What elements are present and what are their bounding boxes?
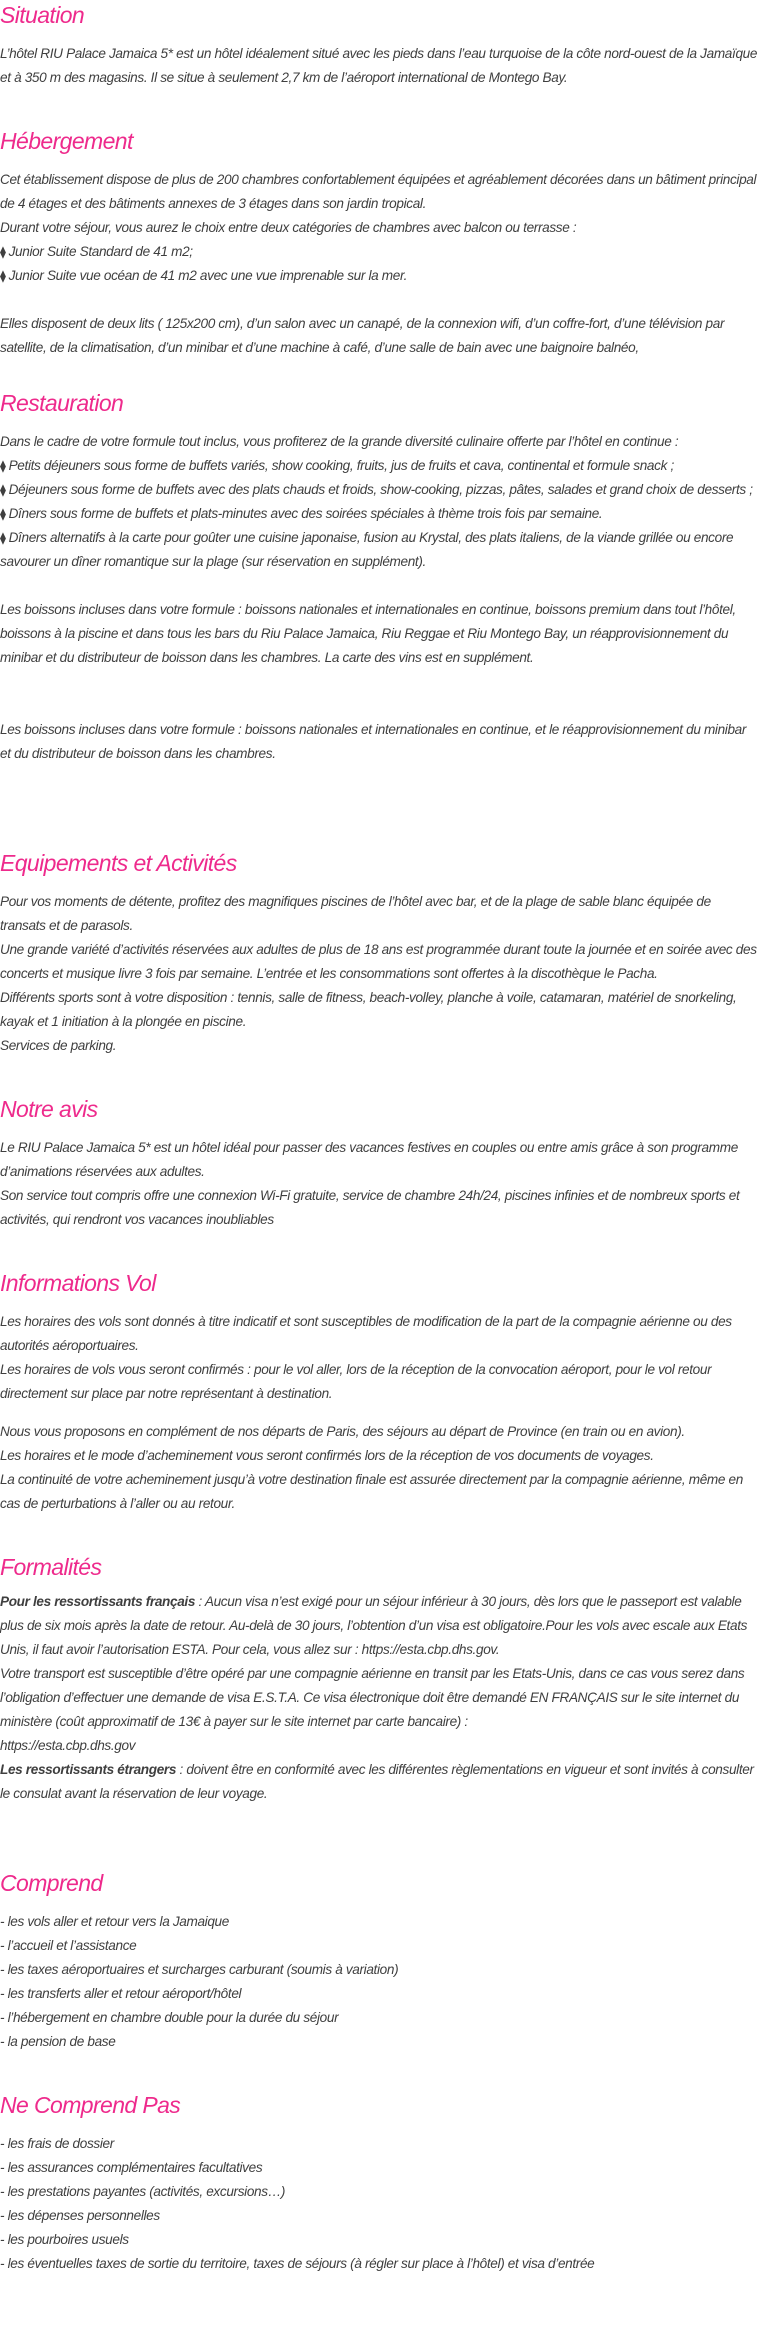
drinks-standard-text: Les boissons incluses dans votre formule : boissons nationales et internationales en continue, et le réapprovisionnement du minibar et du distributeur de boisson dans les chambres.: [0, 722, 747, 761]
included-item: - l’accueil et l’assistance: [0, 1938, 137, 1953]
section-title-equipements: Equipements et Activités: [0, 850, 237, 876]
excluded-item: - les dépenses personnelles: [0, 2208, 160, 2223]
equipements-parking: Services de parking.: [0, 1038, 117, 1053]
avis-text-2: Son service tout compris offre une connexion Wi-Fi gratuite, service de chambre 24h/24, piscines infinies et de nombreux sports et activités, qui rendront vos vacances inoubliables: [0, 1188, 740, 1227]
excluded-item: - les frais de dossier: [0, 2136, 114, 2151]
section-avis: [0, 1058, 758, 1232]
avis-text-1: Le RIU Palace Jamaica 5* est un hôtel idéal pour passer des vacances festives en couples ou entre amis grâce à son programme d’animations réservées aux adultes.: [0, 1140, 738, 1179]
section-title-comprend: Comprend: [0, 1870, 103, 1896]
dining-item: ⧫ Dîners alternatifs à la carte pour goûter une cuisine japonaise, fusion au Krystal, des plats italiens, de la viande grillée ou encore savourer un dîner romantique sur la plage (sur réservation en supplément).: [0, 530, 734, 569]
section-title-vol: Informations Vol: [0, 1270, 156, 1296]
section-title-formalites: Formalités: [0, 1554, 102, 1580]
restauration-intro: Dans le cadre de votre formule tout inclus, vous profiterez de la grande diversité culinaire offerte par l’hôtel en continue :: [0, 434, 679, 449]
section-formalites: [0, 1516, 758, 1806]
excluded-item: - les pourboires usuels: [0, 2232, 129, 2247]
foreign-nationals-label: Les ressortissants étrangers: [0, 1762, 177, 1777]
vol-confirmation-note: Les horaires de vols vous seront confirmés : pour le vol aller, lors de la réception de la convocation aéroport, pour le vol retour directement sur place par notre représentant à destination.: [0, 1362, 712, 1401]
excluded-item: - les éventuelles taxes de sortie du territoire, taxes de séjours (à régler sur place à l’hôtel) et visa d’entrée: [0, 2256, 595, 2271]
vol-continuity-note: La continuité de votre acheminement jusqu’à votre destination finale est assurée directement par la compagnie aérienne, même en cas de perturbations à l’aller ou au retour.: [0, 1472, 743, 1511]
diamond-bullet-icon: ⧫: [0, 245, 6, 259]
section-restauration: [0, 360, 758, 766]
section-title-hebergement: Hébergement: [0, 128, 133, 154]
equipements-sports: Différents sports sont à votre disposition : tennis, salle de fitness, beach-volley, planche à voile, catamaran, matériel de snorkeling, kayak et 1 initiation à la plongée en piscine.: [0, 990, 737, 1029]
diamond-bullet-icon: ⧫: [0, 269, 6, 283]
included-item: - l’hébergement en chambre double pour la durée du séjour: [0, 2010, 339, 2025]
equipements-pools: Pour vos moments de détente, profitez des magnifiques piscines de l’hôtel avec bar, et de la plage de sable blanc équipée de transats et de parasols.: [0, 894, 711, 933]
hebergement-intro: Cet établissement dispose de plus de 200 chambres confortablement équipées et agréablement décorées dans un bâtiment principal de 4 étages et des bâtiments annexes de 3 étages dans son jardin tropical.: [0, 172, 757, 211]
vol-routing-note: Les horaires et le mode d’acheminement vous seront confirmés lors de la réception de vos documents de voyages.: [0, 1448, 654, 1463]
dining-item: ⧫ Déjeuners sous forme de buffets avec des plats chauds et froids, show-cooking, pizzas, pâtes, salades et grand choix de desserts ;: [0, 482, 753, 497]
formalites-foreign: Les ressortissants étrangers : doivent être en conformité avec les différentes règlementations en vigueur et sont invités à consulter le consulat avant la réservation de leur voyage.: [0, 1762, 754, 1801]
formalites-transit: Votre transport est susceptible d’être opéré par une compagnie aérienne en transit par les Etats-Unis, dans ce cas vous serez dans l’obligation d’effectuer une demande de visa E.S.T.A. Ce visa électronique doit être demandé EN FRANÇAIS sur le site internet du ministère (coût approximatif de 13€ à payer sur le site internet par carte bancaire) :: [0, 1666, 745, 1729]
diamond-bullet-icon: ⧫: [0, 459, 6, 473]
equipements-activities: Une grande variété d’activités réservées aux adultes de plus de 18 ans est programmée durant toute la journée et en soirée avec des concerts et musique livre 3 fois par semaine. L’entrée et les consommations sont offertes à la discothèque le Pacha.: [0, 942, 757, 981]
section-hebergement: [0, 90, 758, 360]
vol-schedule-note: Les horaires des vols sont donnés à titre indicatif et sont susceptibles de modification de la part de la compagnie aérienne ou des autorités aéroportuaires.: [0, 1314, 732, 1353]
section-title-ne-comprend-pas: Ne Comprend Pas: [0, 2092, 181, 2118]
diamond-bullet-icon: ⧫: [0, 483, 6, 497]
room-type-item: ⧫ Junior Suite vue océan de 41 m2 avec une vue imprenable sur la mer.: [0, 268, 408, 283]
excluded-item: - les prestations payantes (activités, excursions…): [0, 2184, 286, 2199]
section-title-restauration: Restauration: [0, 390, 124, 416]
included-item: - les transferts aller et retour aéroport/hôtel: [0, 1986, 242, 2001]
excluded-item: - les assurances complémentaires facultatives: [0, 2160, 263, 2175]
vol-province-note: Nous vous proposons en complément de nos départs de Paris, des séjours au départ de Province (en train ou en avion).: [0, 1424, 685, 1439]
hebergement-choice: Durant votre séjour, vous aurez le choix entre deux catégories de chambres avec balcon ou terrasse :: [0, 220, 577, 235]
room-type-item: ⧫ Junior Suite Standard de 41 m2;: [0, 244, 193, 259]
french-nationals-label: Pour les ressortissants français: [0, 1594, 196, 1609]
section-ne-comprend-pas: [0, 2054, 758, 2276]
section-title-situation: Situation: [0, 2, 85, 28]
drinks-premium-text: Les boissons incluses dans votre formule : boissons nationales et internationales en continue, boissons premium dans tout l’hôtel, boissons à la piscine et dans tous les bars du Riu Palace Jamaica, Riu Reggae et Riu Montego Bay, un réapprovisionnement du minibar et du distributeur de boisson dans les chambres. La carte des vins est en supplément.: [0, 602, 736, 665]
situation-text: L’hôtel RIU Palace Jamaica 5* est un hôtel idéalement situé avec les pieds dans l’eau turquoise de la côte nord-ouest de la Jamaïque et à 350 m des magasins. Il se situe à seulement 2,7 km de l’aéroport international de Montego Bay.: [0, 46, 758, 85]
section-title-avis: Notre avis: [0, 1096, 98, 1122]
dining-item: ⧫ Petits déjeuners sous forme de buffets variés, show cooking, fruits, jus de fruits et cava, continental et formule snack ;: [0, 458, 674, 473]
section-comprend: [0, 1806, 758, 2054]
diamond-bullet-icon: ⧫: [0, 507, 6, 521]
formalites-french: Pour les ressortissants français : Aucun visa n’est exigé pour un séjour inférieur à 30 jours, dès lors que le passeport est valable plus de six mois après la date de retour. Au-delà de 30 jours, l’obtention d’un visa est obligatoire.Pour les vols avec escale aux Etats Unis, il faut avoir l’autorisation ESTA. Pour cela, vous allez sur : https://esta.cbp.dhs.gov.: [0, 1594, 748, 1657]
diamond-bullet-icon: ⧫: [0, 531, 6, 545]
included-item: - les taxes aéroportuaires et surcharges carburant (soumis à variation): [0, 1962, 399, 1977]
section-vol: [0, 1232, 758, 1516]
included-item: - la pension de base: [0, 2034, 116, 2049]
section-equipements: [0, 766, 758, 1058]
esta-link[interactable]: https://esta.cbp.dhs.gov: [0, 1738, 136, 1753]
dining-item: ⧫ Dîners sous forme de buffets et plats-minutes avec des soirées spéciales à thème trois fois par semaine.: [0, 506, 603, 521]
room-amenities: Elles disposent de deux lits ( 125x200 cm), d’un salon avec un canapé, de la connexion wifi, d’un coffre-fort, d’une télévision par satellite, de la climatisation, d’un minibar et d’une machine à café, d’une salle de bain avec une baignoire balnéo,: [0, 316, 725, 355]
section-situation: [0, 0, 758, 90]
included-item: - les vols aller et retour vers la Jamaique: [0, 1914, 229, 1929]
